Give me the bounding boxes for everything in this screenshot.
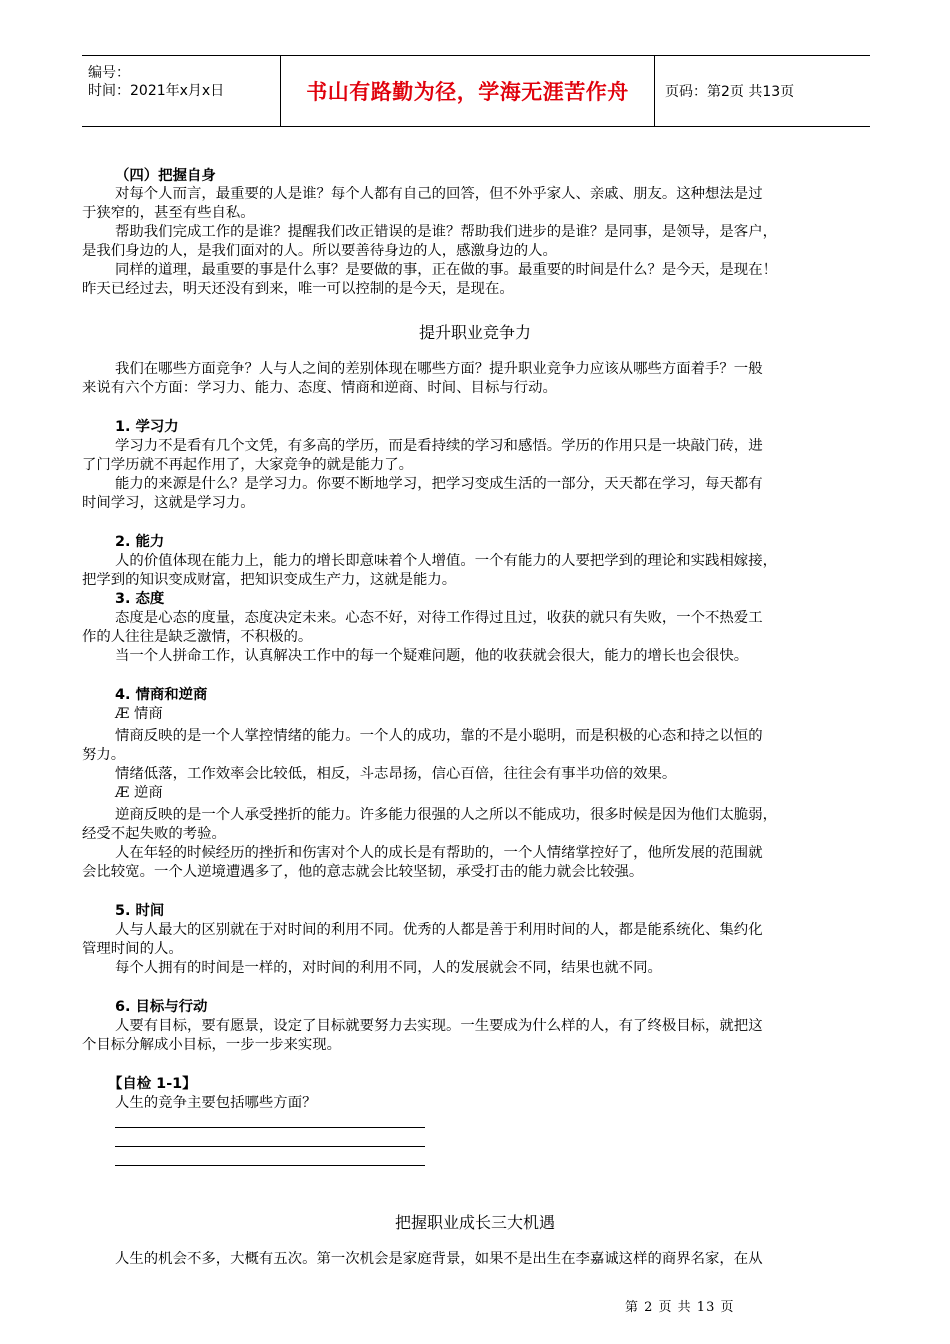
answer-line	[115, 1165, 425, 1166]
subheading: 1. 学习力	[115, 419, 179, 435]
bullet-item: Æ 逆商	[115, 785, 163, 801]
answer-line	[115, 1127, 425, 1128]
subheading: 6. 目标与行动	[115, 999, 208, 1015]
paragraph-line: 当一个人拼命工作，认真解决工作中的每一个疑难问题，他的收获就会很大，能力的增长也会很快。	[115, 648, 749, 664]
paragraph-line: 会比较宽。一个人逆境遭遇多了，他的意志就会比较坚韧，承受打击的能力就会比较强。	[82, 864, 644, 880]
paragraph-line: 作的人往往是缺乏激情，不积极的。	[82, 629, 313, 645]
paragraph-line: 管理时间的人。	[82, 941, 183, 957]
paragraph-line: 昨天已经过去，明天还没有到来，唯一可以控制的是今天，是现在。	[82, 281, 514, 297]
paragraph-line: 了门学历就不再起作用了，大家竞争的就是能力了。	[82, 457, 413, 473]
paragraph-line: 对每个人而言，最重要的人是谁？每个人都有自己的回答，但不外乎家人、亲戚、朋友。这种想法是过	[115, 186, 763, 202]
page-footer: 第 2 页 共 13 页	[625, 1300, 735, 1315]
paragraph-line: 于狭窄的，甚至有些自私。	[82, 205, 255, 221]
paragraph-line: 个目标分解成小目标，一步一步来实现。	[82, 1037, 342, 1053]
paragraph-line: 我们在哪些方面竞争？人与人之间的差别体现在哪些方面？提升职业竞争力应该从哪些方面着手？一般	[115, 361, 763, 377]
paragraph-line: 同样的道理，最重要的事是什么事？是要做的事，正在做的事。最重要的时间是什么？是今天，是现在！	[115, 262, 777, 278]
paragraph-line: 逆商反映的是一个人承受挫折的能力。许多能力很强的人之所以不能成功，很多时候是因为他们太脆弱，	[115, 807, 777, 823]
paragraph-line: 情绪低落，工作效率会比较低，相反，斗志昂扬，信心百倍，往往会有事半功倍的效果。	[115, 766, 677, 782]
paragraph-line: 人与人最大的区别就在于对时间的利用不同。优秀的人都是善于利用时间的人，都是能系统化、集约化	[115, 922, 763, 938]
paragraph-line: 努力。	[82, 747, 126, 763]
paragraph-line: 每个人拥有的时间是一样的，对时间的利用不同，人的发展就会不同，结果也就不同。	[115, 960, 662, 976]
subheading: 5. 时间	[115, 903, 165, 919]
self-check-title: 【自检 1-1】	[108, 1076, 197, 1092]
page-header	[82, 55, 870, 127]
paragraph-line: 是我们身边的人，是我们面对的人。所以要善待身边的人，感激身边的人。	[82, 243, 557, 259]
section-title: 把握职业成长三大机遇	[394, 1213, 555, 1232]
time-label: 时间：2021年x月x日	[88, 83, 225, 99]
header-motto: 书山有路勤为径，学海无涯苦作舟	[281, 56, 655, 126]
paragraph-line: 来说有六个方面：学习力、能力、态度、情商和逆商、时间、目标与行动。	[82, 380, 557, 396]
section-heading: （四）把握自身	[115, 168, 216, 184]
paragraph-line: 经受不起失败的考验。	[82, 826, 226, 842]
paragraph-line: 把学到的知识变成财富，把知识变成生产力，这就是能力。	[82, 572, 457, 588]
section-title: 提升职业竞争力	[418, 323, 531, 342]
bullet-item: Æ 情商	[115, 706, 163, 722]
paragraph-line: 人生的机会不多，大概有五次。第一次机会是家庭背景，如果不是出生在李嘉诚这样的商界名家，在从	[115, 1251, 763, 1267]
answer-line	[115, 1146, 425, 1147]
paragraph-line: 人的价值体现在能力上，能力的增长即意味着个人增值。一个有能力的人要把学到的理论和实践相嫁接，	[115, 553, 777, 569]
subheading: 3. 态度	[115, 591, 165, 607]
paragraph-line: 态度是心态的度量，态度决定未来。心态不好，对待工作得过且过，收获的就只有失败，一个不热爱工	[115, 610, 763, 626]
paragraph-line: 学习力不是看有几个文凭，有多高的学历，而是看持续的学习和感悟。学历的作用只是一块敲门砖，进	[115, 438, 763, 454]
paragraph-line: 帮助我们完成工作的是谁？提醒我们改正错误的是谁？帮助我们进步的是谁？是同事，是领导，是客户，	[115, 224, 777, 240]
paragraph-line: 时间学习，这就是学习力。	[82, 495, 255, 511]
number-label: 编号：	[88, 65, 130, 81]
header-page-label: 页码：第2页 共13页	[665, 84, 795, 100]
paragraph-line: 能力的来源是什么？是学习力。你要不断地学习，把学习变成生活的一部分，天天都在学习，每天都有	[115, 476, 763, 492]
paragraph-line: 情商反映的是一个人掌控情绪的能力。一个人的成功，靠的不是小聪明，而是积极的心态和持之以恒的	[115, 728, 763, 744]
header-info-cell	[82, 56, 281, 126]
self-check-question: 人生的竞争主要包括哪些方面？	[115, 1095, 317, 1111]
subheading: 4. 情商和逆商	[115, 687, 208, 703]
paragraph-line: 人要有目标，要有愿景，设定了目标就要努力去实现。一生要成为什么样的人，有了终极目标，就把这	[115, 1018, 763, 1034]
subheading: 2. 能力	[115, 534, 165, 550]
paragraph-line: 人在年轻的时候经历的挫折和伤害对个人的成长是有帮助的，一个人情绪掌控好了，他所发展的范围就	[115, 845, 763, 861]
